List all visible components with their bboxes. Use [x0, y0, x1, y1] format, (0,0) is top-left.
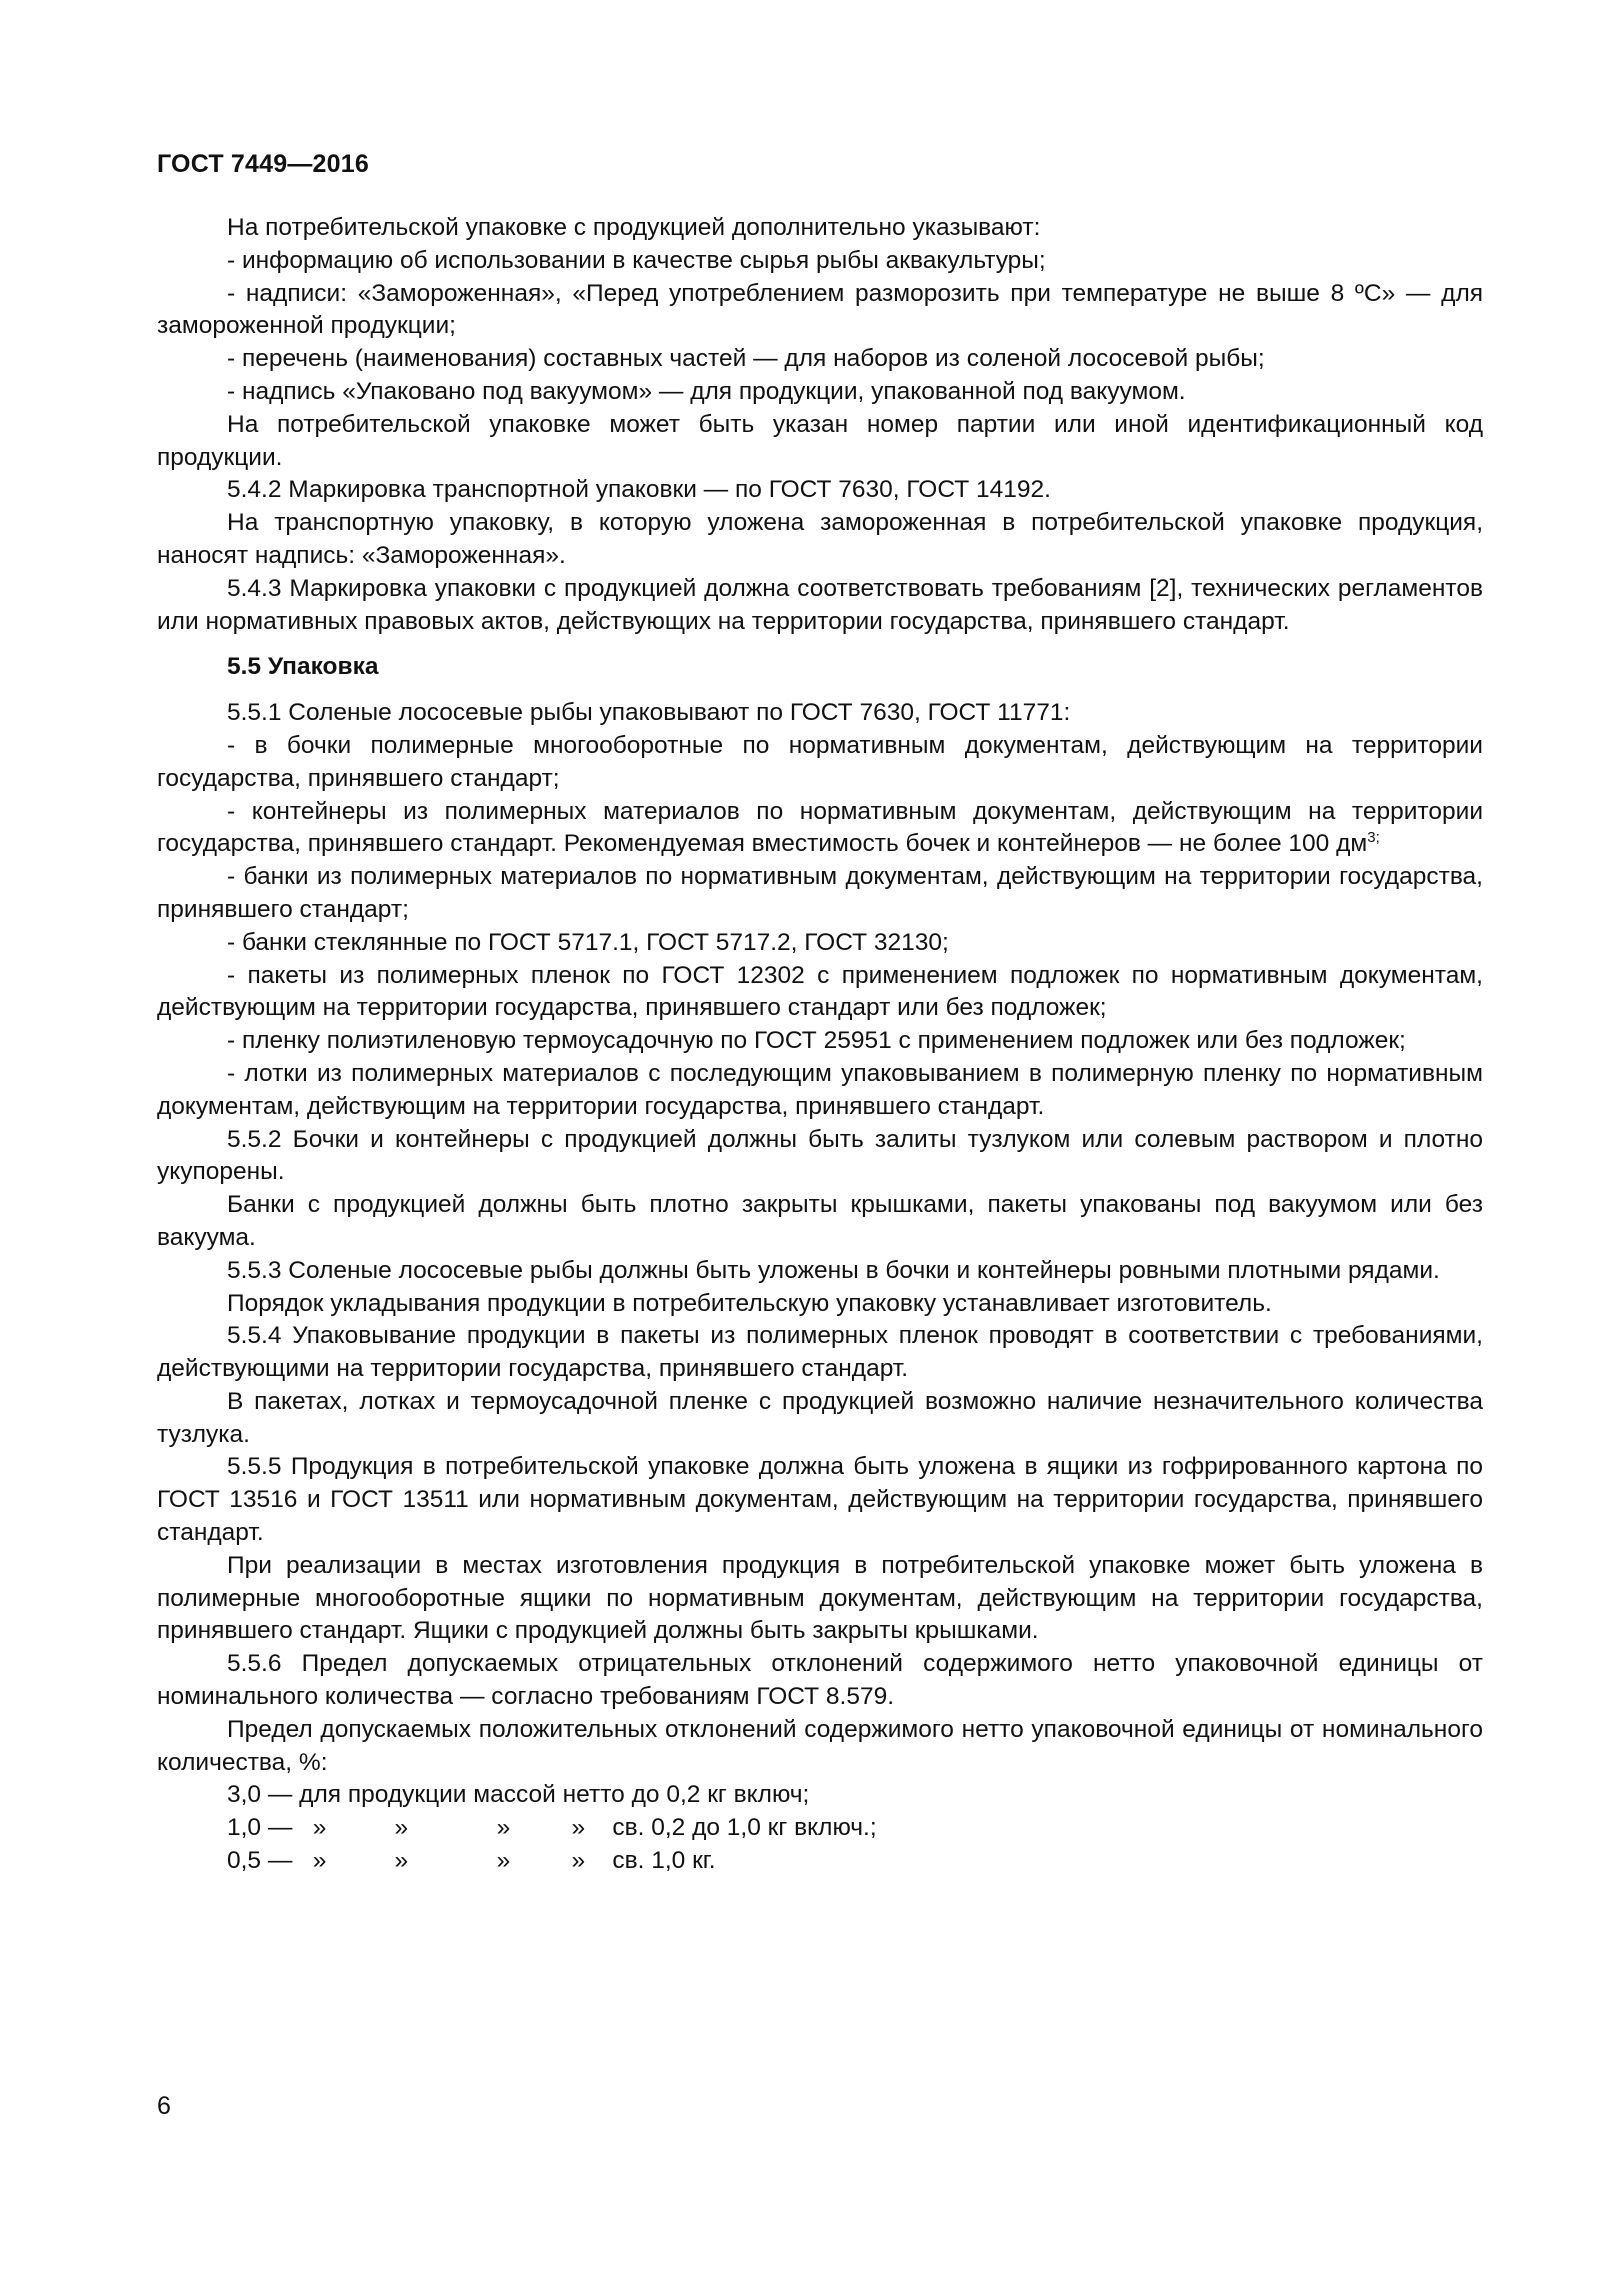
paragraph: 5.5.6 Предел допускаемых отрицательных отклонений содержимого нетто упаковочной единицы от номинального количества — согласно требованиям ГОСТ 8.579.	[157, 1650, 1483, 1711]
paragraph: 5.5.5 Продукция в потребительской упаковке должна быть уложена в ящики из гофрированного картона по ГОСТ 13516 и ГОСТ 13511 или нормативным документам, действующим на территории государства, принявшего стандарт.	[157, 1453, 1483, 1547]
paragraph: В пакетах, лотках и термоусадочной пленке с продукцией возможно наличие незначительного количества тузлука.	[157, 1387, 1483, 1448]
paragraph: - пакеты из полимерных пленок по ГОСТ 12302 с применением подложек по нормативным документам, действующим на территории государства, принявшего стандарт или без подложек;	[157, 961, 1483, 1022]
paragraph: Предел допускаемых положительных отклонений содержимого нетто упаковочной единицы от номинального количества, %:	[157, 1715, 1483, 1776]
paragraph: 3,0 — для продукции массой нетто до 0,2 кг включ;	[227, 1781, 810, 1809]
paragraph: На потребительской упаковке может быть указан номер партии или иной идентификационный код продукции.	[157, 410, 1483, 471]
paragraph: 5.5.2 Бочки и контейнеры с продукцией должны быть залиты тузлуком или солевым раствором и плотно укупорены.	[157, 1125, 1483, 1186]
paragraph: 0,5 — » » » » св. 1,0 кг.	[227, 1847, 716, 1875]
paragraph: На транспортную упаковку, в которую уложена замороженная в потребительской упаковке продукция, наносят надпись: «Замороженная».	[157, 509, 1483, 569]
paragraph: 5.4.3 Маркировка упаковки с продукцией должна соответствовать требованиям [2], технических регламентов или нормативных правовых актов, действующих на территории государства, принявшего стандарт.	[157, 574, 1483, 635]
paragraph: - контейнеры из полимерных материалов по нормативным документам, действующим на территории государства, принявшего стандарт. Рекомендуемая вместимость бочек и контейнеров — не более 100 $дм^{3;}$	[157, 797, 1483, 858]
paragraph: 5.4.2 Маркировка транспортной упаковки — по ГОСТ 7630, ГОСТ 14192.	[227, 476, 1051, 504]
page-number: 6	[157, 2092, 171, 2120]
paragraph: 5.5.4 Упаковывание продукции в пакеты из полимерных пленок проводят в соответствии с требованиями, действующими на территории государства, принявшего стандарт.	[157, 1322, 1483, 1383]
paragraph: - информацию об использовании в качестве сырья рыбы аквакультуры;	[227, 246, 1046, 274]
paragraph: - лотки из полимерных материалов с последующим упаковыванием в полимерную пленку по нормативным документам, действующим на территории государства, принявшего стандарт.	[157, 1059, 1483, 1120]
paragraph: - банки из полимерных материалов по нормативным документам, действующим на территории государства, принявшего стандарт;	[157, 863, 1483, 923]
paragraph: 5.5.1 Соленые лососевые рыбы упаковывают по ГОСТ 7630, ГОСТ 11771:	[227, 699, 1071, 727]
paragraph: 1,0 — » » » » св. 0,2 до 1,0 кг включ.;	[227, 1814, 877, 1842]
document-header: ГОСТ 7449—2016	[157, 150, 369, 178]
paragraph: - перечень (наименования) составных частей — для наборов из соленой лососевой рыбы;	[227, 345, 1265, 373]
paragraph: - надписи: «Замороженная», «Перед употреблением разморозить при температуре не выше 8 ºС» — для замороженной продукции;	[157, 279, 1483, 340]
paragraph: Банки с продукцией должны быть плотно закрыты крышками, пакеты упакованы под вакуумом или без вакуума.	[157, 1191, 1483, 1251]
paragraph: При реализации в местах изготовления продукция в потребительской упаковке может быть уложена в полимерные многооборотные ящики по нормативным документам, действующим на территории государства, принявшего стандарт. Ящики с продукцией должны быть закрыты крышками.	[157, 1551, 1483, 1645]
section-heading: 5.5 Упаковка	[227, 653, 379, 681]
superscript: 3;	[1367, 829, 1380, 847]
paragraph: 5.5.3 Соленые лососевые рыбы должны быть уложены в бочки и контейнеры ровными плотными рядами.	[227, 1256, 1440, 1284]
paragraph: Порядок укладывания продукции в потребительскую упаковку устанавливает изготовитель.	[227, 1289, 1272, 1317]
paragraph: На потребительской упаковке с продукцией дополнительно указывают:	[227, 214, 1041, 241]
paragraph: - пленку полиэтиленовую термоусадочную по ГОСТ 25951 с применением подложек или без подложек;	[227, 1027, 1406, 1055]
paragraph: - надпись «Упаковано под вакуумом» — для продукции, упакованной под вакуумом.	[227, 377, 1186, 405]
paragraph: - банки стеклянные по ГОСТ 5717.1, ГОСТ 5717.2, ГОСТ 32130;	[227, 928, 949, 956]
document-body	[157, 212, 1483, 1878]
paragraph: - в бочки полимерные многооборотные по нормативным документам, действующим на территории государства, принявшего стандарт;	[157, 731, 1483, 792]
